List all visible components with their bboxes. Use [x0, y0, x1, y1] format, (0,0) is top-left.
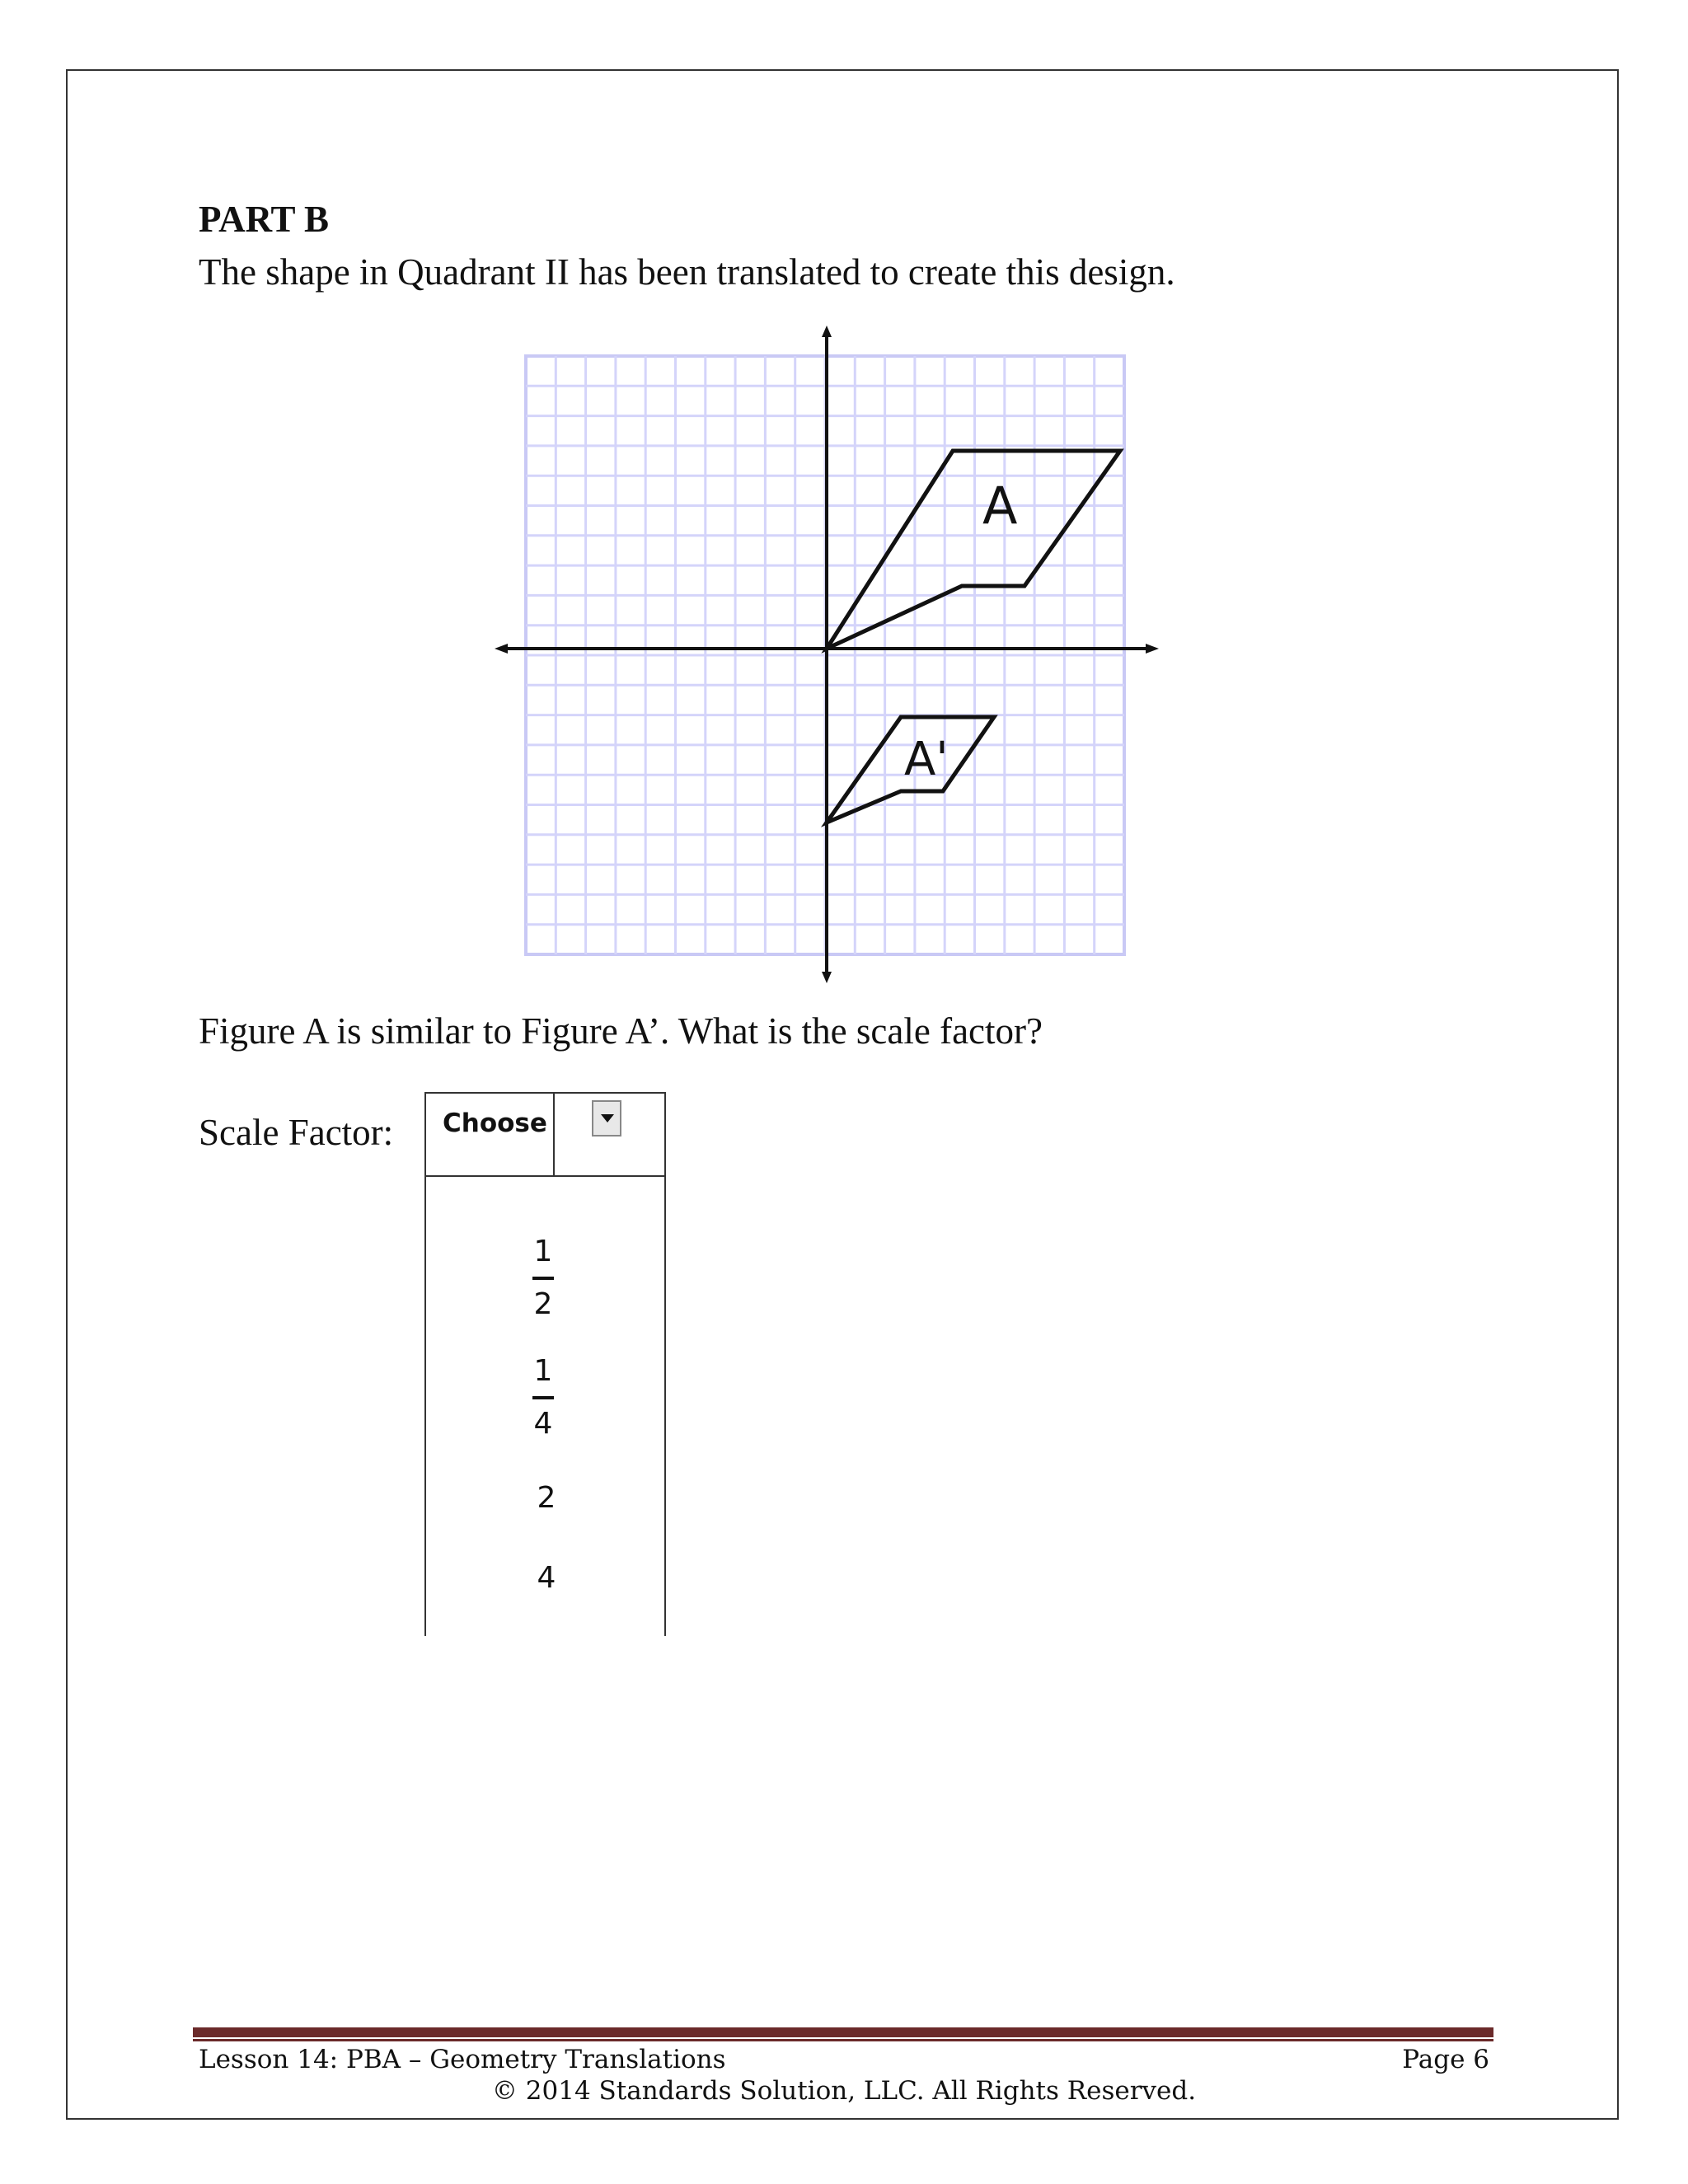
dropdown-divider — [553, 1094, 555, 1175]
scale-factor-dropdown[interactable] — [424, 1092, 666, 1636]
option-four[interactable]: 4 — [537, 1561, 556, 1595]
option-numerator: 1 — [533, 1354, 553, 1388]
option-two[interactable]: 2 — [537, 1481, 556, 1515]
intro-text: The shape in Quadrant II has been translated to create this design. — [199, 251, 1175, 293]
footer-copyright: © 2014 Standards Solution, LLC. All Rights Reserved. — [491, 2076, 1197, 2106]
fraction-bar — [532, 1396, 554, 1399]
part-title: PART B — [199, 199, 330, 240]
scale-factor-label: Scale Factor: — [199, 1112, 394, 1153]
footer-lesson: Lesson 14: PBA – Geometry Translations — [199, 2045, 726, 2074]
option-one-half[interactable] — [518, 1234, 568, 1323]
figure-a-label: A — [982, 476, 1018, 536]
footer-rule — [193, 2027, 1493, 2037]
chevron-down-icon[interactable] — [592, 1100, 621, 1137]
option-denominator: 2 — [533, 1287, 553, 1321]
dropdown-header[interactable] — [426, 1094, 664, 1177]
coordinate-graph — [495, 326, 1170, 985]
dropdown-selected: Choose — [443, 1108, 547, 1138]
figure-a-prime-label: A' — [904, 733, 949, 786]
option-numerator: 1 — [533, 1235, 553, 1268]
option-one-quarter[interactable] — [518, 1353, 568, 1442]
question-text: Figure A is similar to Figure A’. What is the scale factor? — [199, 1010, 1043, 1052]
fraction-bar — [532, 1277, 554, 1280]
option-denominator: 4 — [533, 1407, 553, 1441]
footer-page-number: Page 6 — [1402, 2045, 1489, 2074]
